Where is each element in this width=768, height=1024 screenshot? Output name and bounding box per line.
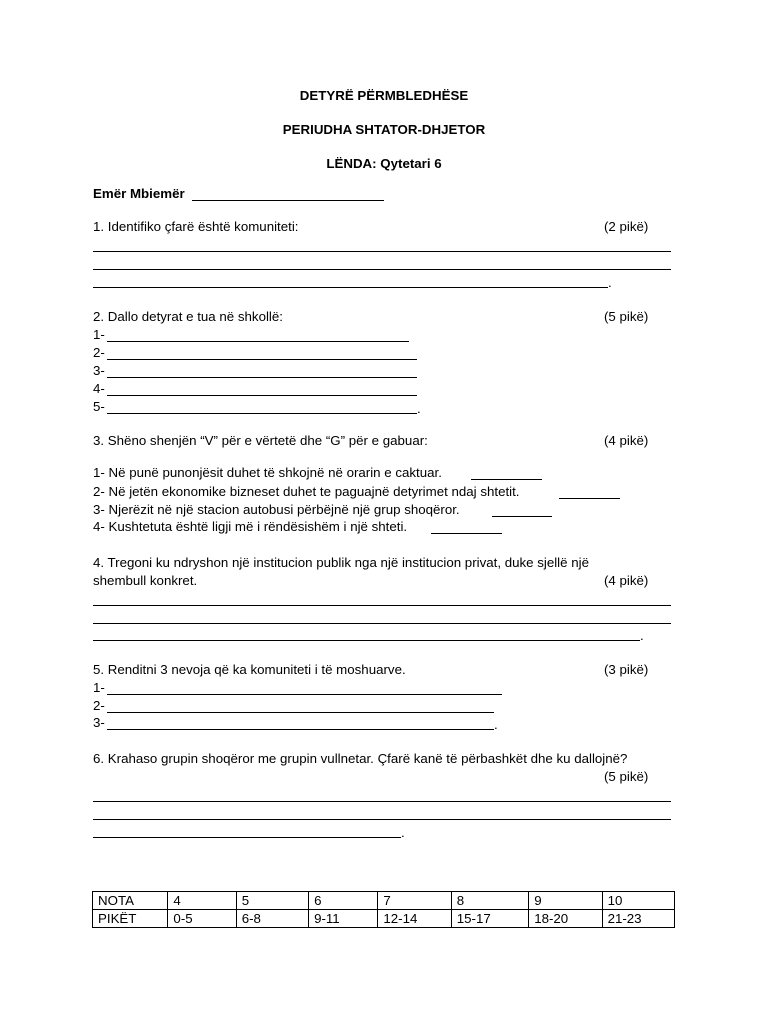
list-item-number: 2- — [93, 698, 105, 713]
grade-cell: 7 — [378, 892, 451, 910]
answer-line[interactable] — [93, 623, 671, 624]
list-item-number: 5- — [93, 399, 105, 414]
list-item-number: 3- — [93, 363, 105, 378]
points-cell: 0-5 — [168, 910, 236, 928]
grade-cell: 10 — [602, 892, 674, 910]
end-period: . — [608, 275, 612, 290]
answer-blank[interactable] — [492, 516, 552, 517]
points-cell: 18-20 — [529, 910, 602, 928]
end-period: . — [640, 628, 644, 643]
answer-line[interactable] — [107, 694, 502, 695]
answer-blank[interactable] — [431, 533, 502, 534]
answer-line[interactable] — [107, 341, 409, 342]
question-1: 1. Identifiko çfarë është komuniteti: — [93, 219, 299, 234]
question-1-points: (2 pikë) — [604, 219, 649, 234]
list-item-number: 2- — [93, 345, 105, 360]
question-6: 6. Krahaso grupin shoqëror me grupin vullnetar. Çfarë kanë të përbashkët dhe ku dallojnë? — [93, 751, 628, 766]
grade-cell: 4 — [168, 892, 236, 910]
question-3-points: (4 pikë) — [604, 433, 649, 448]
answer-line[interactable] — [93, 801, 671, 802]
answer-line[interactable] — [93, 819, 671, 820]
statement-3: 3- Njerëzit në një stacion autobusi përbëjnë një grup shoqëror. — [93, 502, 460, 517]
question-4-points: (4 pikë) — [604, 573, 649, 588]
question-6-points: (5 pikë) — [604, 769, 649, 784]
grade-row — [93, 892, 675, 910]
list-item-number: 1- — [93, 680, 105, 695]
answer-blank[interactable] — [559, 498, 620, 499]
statement-4: 4- Kushtetuta është ligji më i rëndësishëm i një shteti. — [93, 519, 408, 534]
answer-line[interactable] — [93, 837, 401, 838]
name-blank[interactable] — [192, 200, 384, 201]
grade-header-cell: NOTA — [93, 892, 168, 910]
list-item-number: 3- — [93, 715, 105, 730]
question-5-points: (3 pikë) — [604, 662, 649, 677]
answer-line[interactable] — [93, 251, 671, 252]
answer-line[interactable] — [93, 605, 671, 606]
list-item-number: 1- — [93, 327, 105, 342]
points-header-cell: PIKËT — [93, 910, 168, 928]
list-item-number: 4- — [93, 381, 105, 396]
period-heading: PERIUDHA SHTATOR-DHJETOR — [282, 122, 486, 137]
answer-line[interactable] — [107, 359, 417, 360]
end-period: . — [494, 717, 498, 732]
grade-table — [92, 891, 675, 928]
question-4-continued: shembull konkret. — [93, 573, 198, 588]
answer-line[interactable] — [107, 377, 417, 378]
answer-line[interactable] — [107, 729, 494, 730]
grade-cell: 5 — [236, 892, 308, 910]
answer-line[interactable] — [93, 640, 640, 641]
points-row — [93, 910, 675, 928]
document-title: DETYRË PËRMBLEDHËSE — [299, 88, 469, 103]
answer-line[interactable] — [93, 269, 671, 270]
name-label: Emër Mbiemër — [93, 186, 189, 201]
statement-2: 2- Në jetën ekonomike bizneset duhet te paguajnë detyrimet ndaj shtetit. — [93, 484, 520, 499]
end-period: . — [401, 825, 405, 840]
points-cell: 9-11 — [309, 910, 378, 928]
statement-1: 1- Në punë punonjësit duhet të shkojnë në orarin e caktuar. — [93, 465, 442, 480]
question-5: 5. Renditni 3 nevoja që ka komuniteti i të moshuarve. — [93, 662, 406, 677]
grade-cell: 6 — [309, 892, 378, 910]
question-4: 4. Tregoni ku ndryshon një institucion publik nga një institucion privat, duke sjellë një — [93, 555, 589, 570]
answer-line[interactable] — [93, 287, 608, 288]
points-cell: 12-14 — [378, 910, 451, 928]
answer-line[interactable] — [107, 395, 417, 396]
question-2: 2. Dallo detyrat e tua në shkollë: — [93, 309, 283, 324]
grade-cell: 9 — [529, 892, 602, 910]
points-cell: 15-17 — [451, 910, 528, 928]
question-3: 3. Shëno shenjën “V” për e vërtetë dhe “G” për e gabuar: — [93, 433, 428, 448]
answer-line[interactable] — [107, 712, 494, 713]
grade-cell: 8 — [451, 892, 528, 910]
question-2-points: (5 pikë) — [604, 309, 649, 324]
points-cell: 6-8 — [236, 910, 308, 928]
subject-heading: LËNDA: Qytetari 6 — [326, 156, 442, 171]
answer-blank[interactable] — [471, 479, 542, 480]
end-period: . — [417, 401, 421, 416]
answer-line[interactable] — [107, 413, 417, 414]
points-cell: 21-23 — [602, 910, 674, 928]
